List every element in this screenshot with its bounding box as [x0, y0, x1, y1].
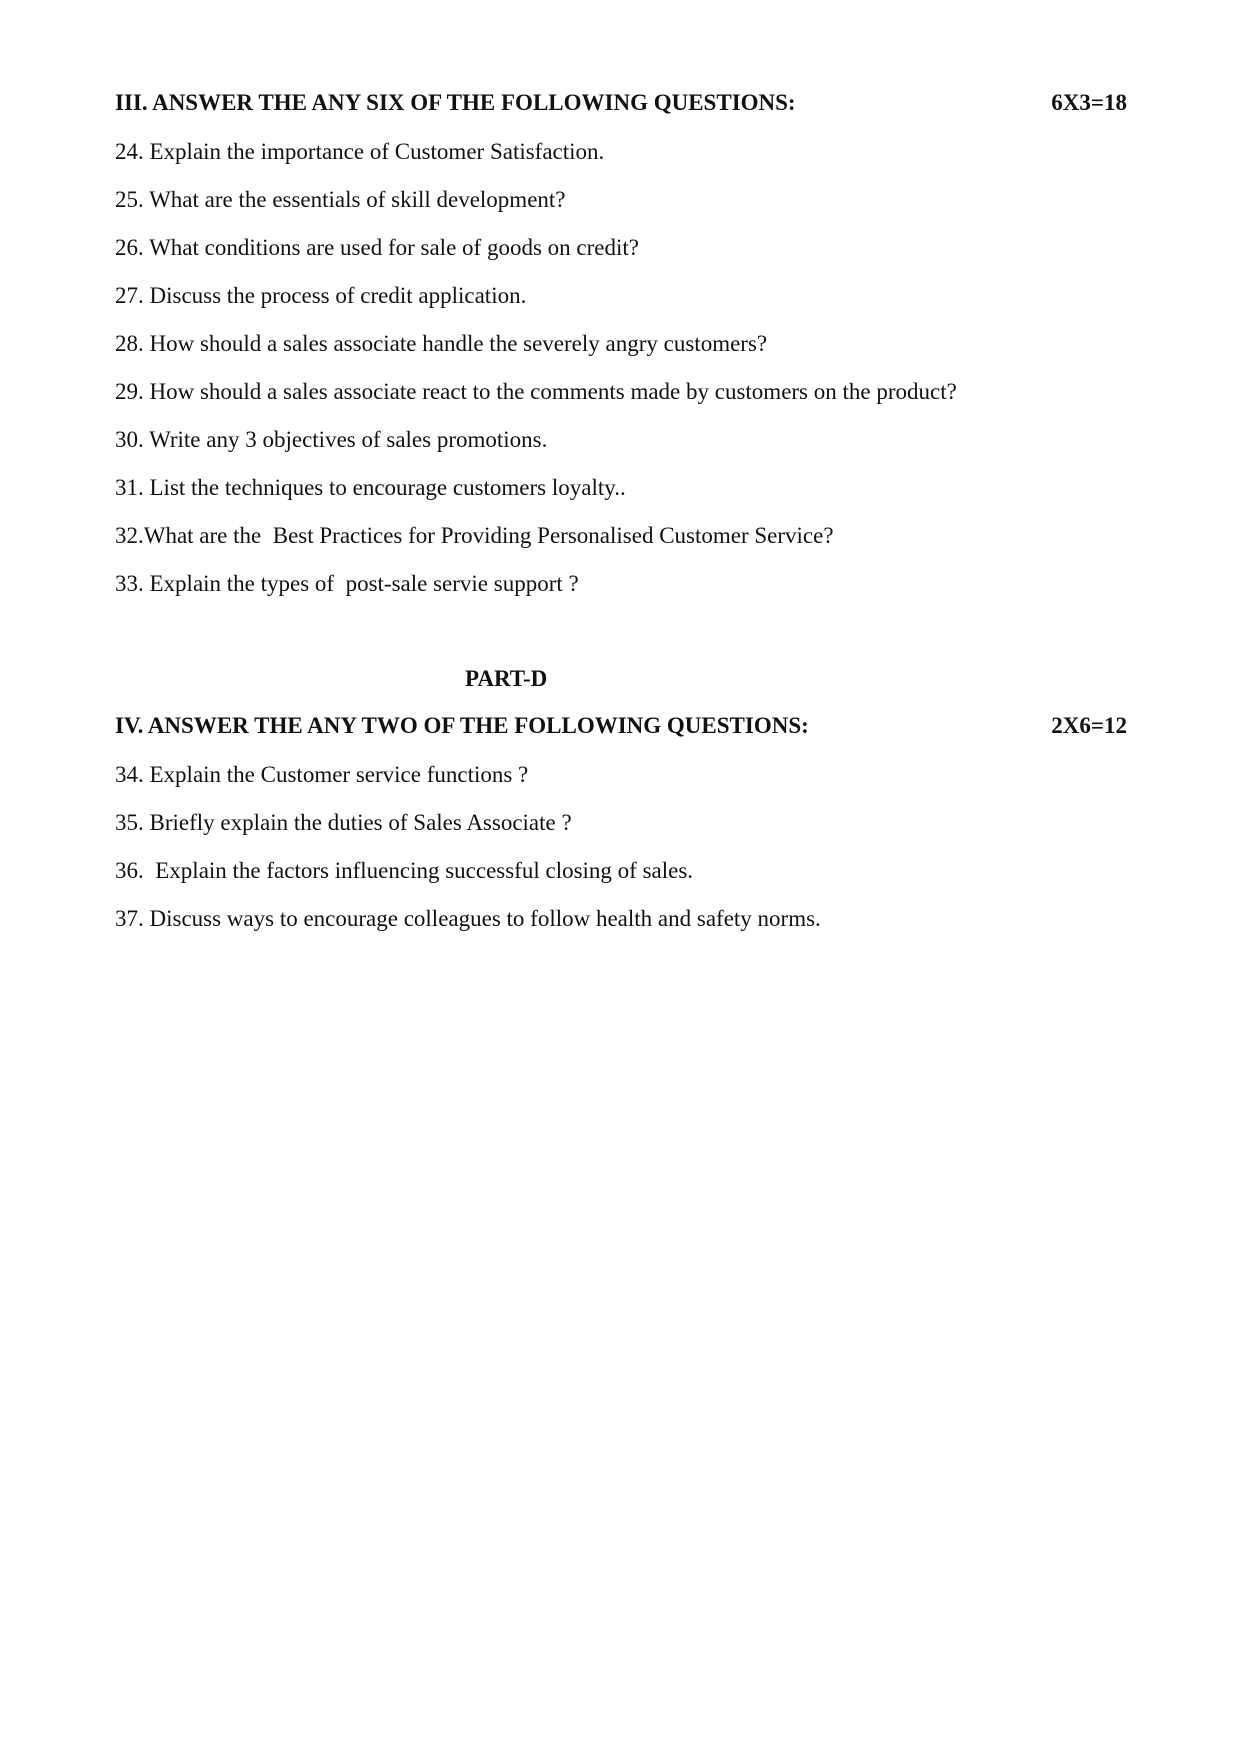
section-iv-marks: 2X6=12	[1051, 713, 1127, 738]
question-28: 28. How should a sales associate handle the severely angry customers?	[115, 331, 768, 356]
question-37: 37. Discuss ways to encourage colleagues to follow health and safety norms.	[115, 906, 821, 931]
section-iii-title: III. ANSWER THE ANY SIX OF THE FOLLOWING QUESTIONS:	[115, 90, 796, 115]
question-34: 34. Explain the Customer service functions ?	[115, 762, 529, 787]
question-31: 31. List the techniques to encourage customers loyalty..	[115, 475, 626, 500]
question-33: 33. Explain the types of post-sale servie support ?	[115, 571, 579, 596]
section-iv-question-list	[115, 761, 1155, 953]
question-35: 35. Briefly explain the duties of Sales Associate ?	[115, 810, 572, 835]
section-iv-heading	[115, 713, 1127, 739]
question-30: 30. Write any 3 objectives of sales promotions.	[115, 427, 548, 452]
question-26: 26. What conditions are used for sale of goods on credit?	[115, 235, 639, 260]
section-iv-title: IV. ANSWER THE ANY TWO OF THE FOLLOWING QUESTIONS:	[115, 713, 809, 738]
section-iii-marks: 6X3=18	[1051, 90, 1127, 115]
question-24: 24. Explain the importance of Customer Satisfaction.	[115, 139, 605, 164]
question-29: 29. How should a sales associate react to the comments made by customers on the product?	[115, 379, 957, 404]
question-36: 36. Explain the factors influencing successful closing of sales.	[115, 858, 694, 883]
section-iii-heading	[115, 90, 1127, 116]
question-25: 25. What are the essentials of skill development?	[115, 187, 566, 212]
section-iii-question-list	[115, 138, 1155, 618]
question-27: 27. Discuss the process of credit application.	[115, 283, 527, 308]
question-32: 32.What are the Best Practices for Providing Personalised Customer Service?	[115, 523, 834, 548]
part-d-title: PART-D	[465, 666, 548, 691]
